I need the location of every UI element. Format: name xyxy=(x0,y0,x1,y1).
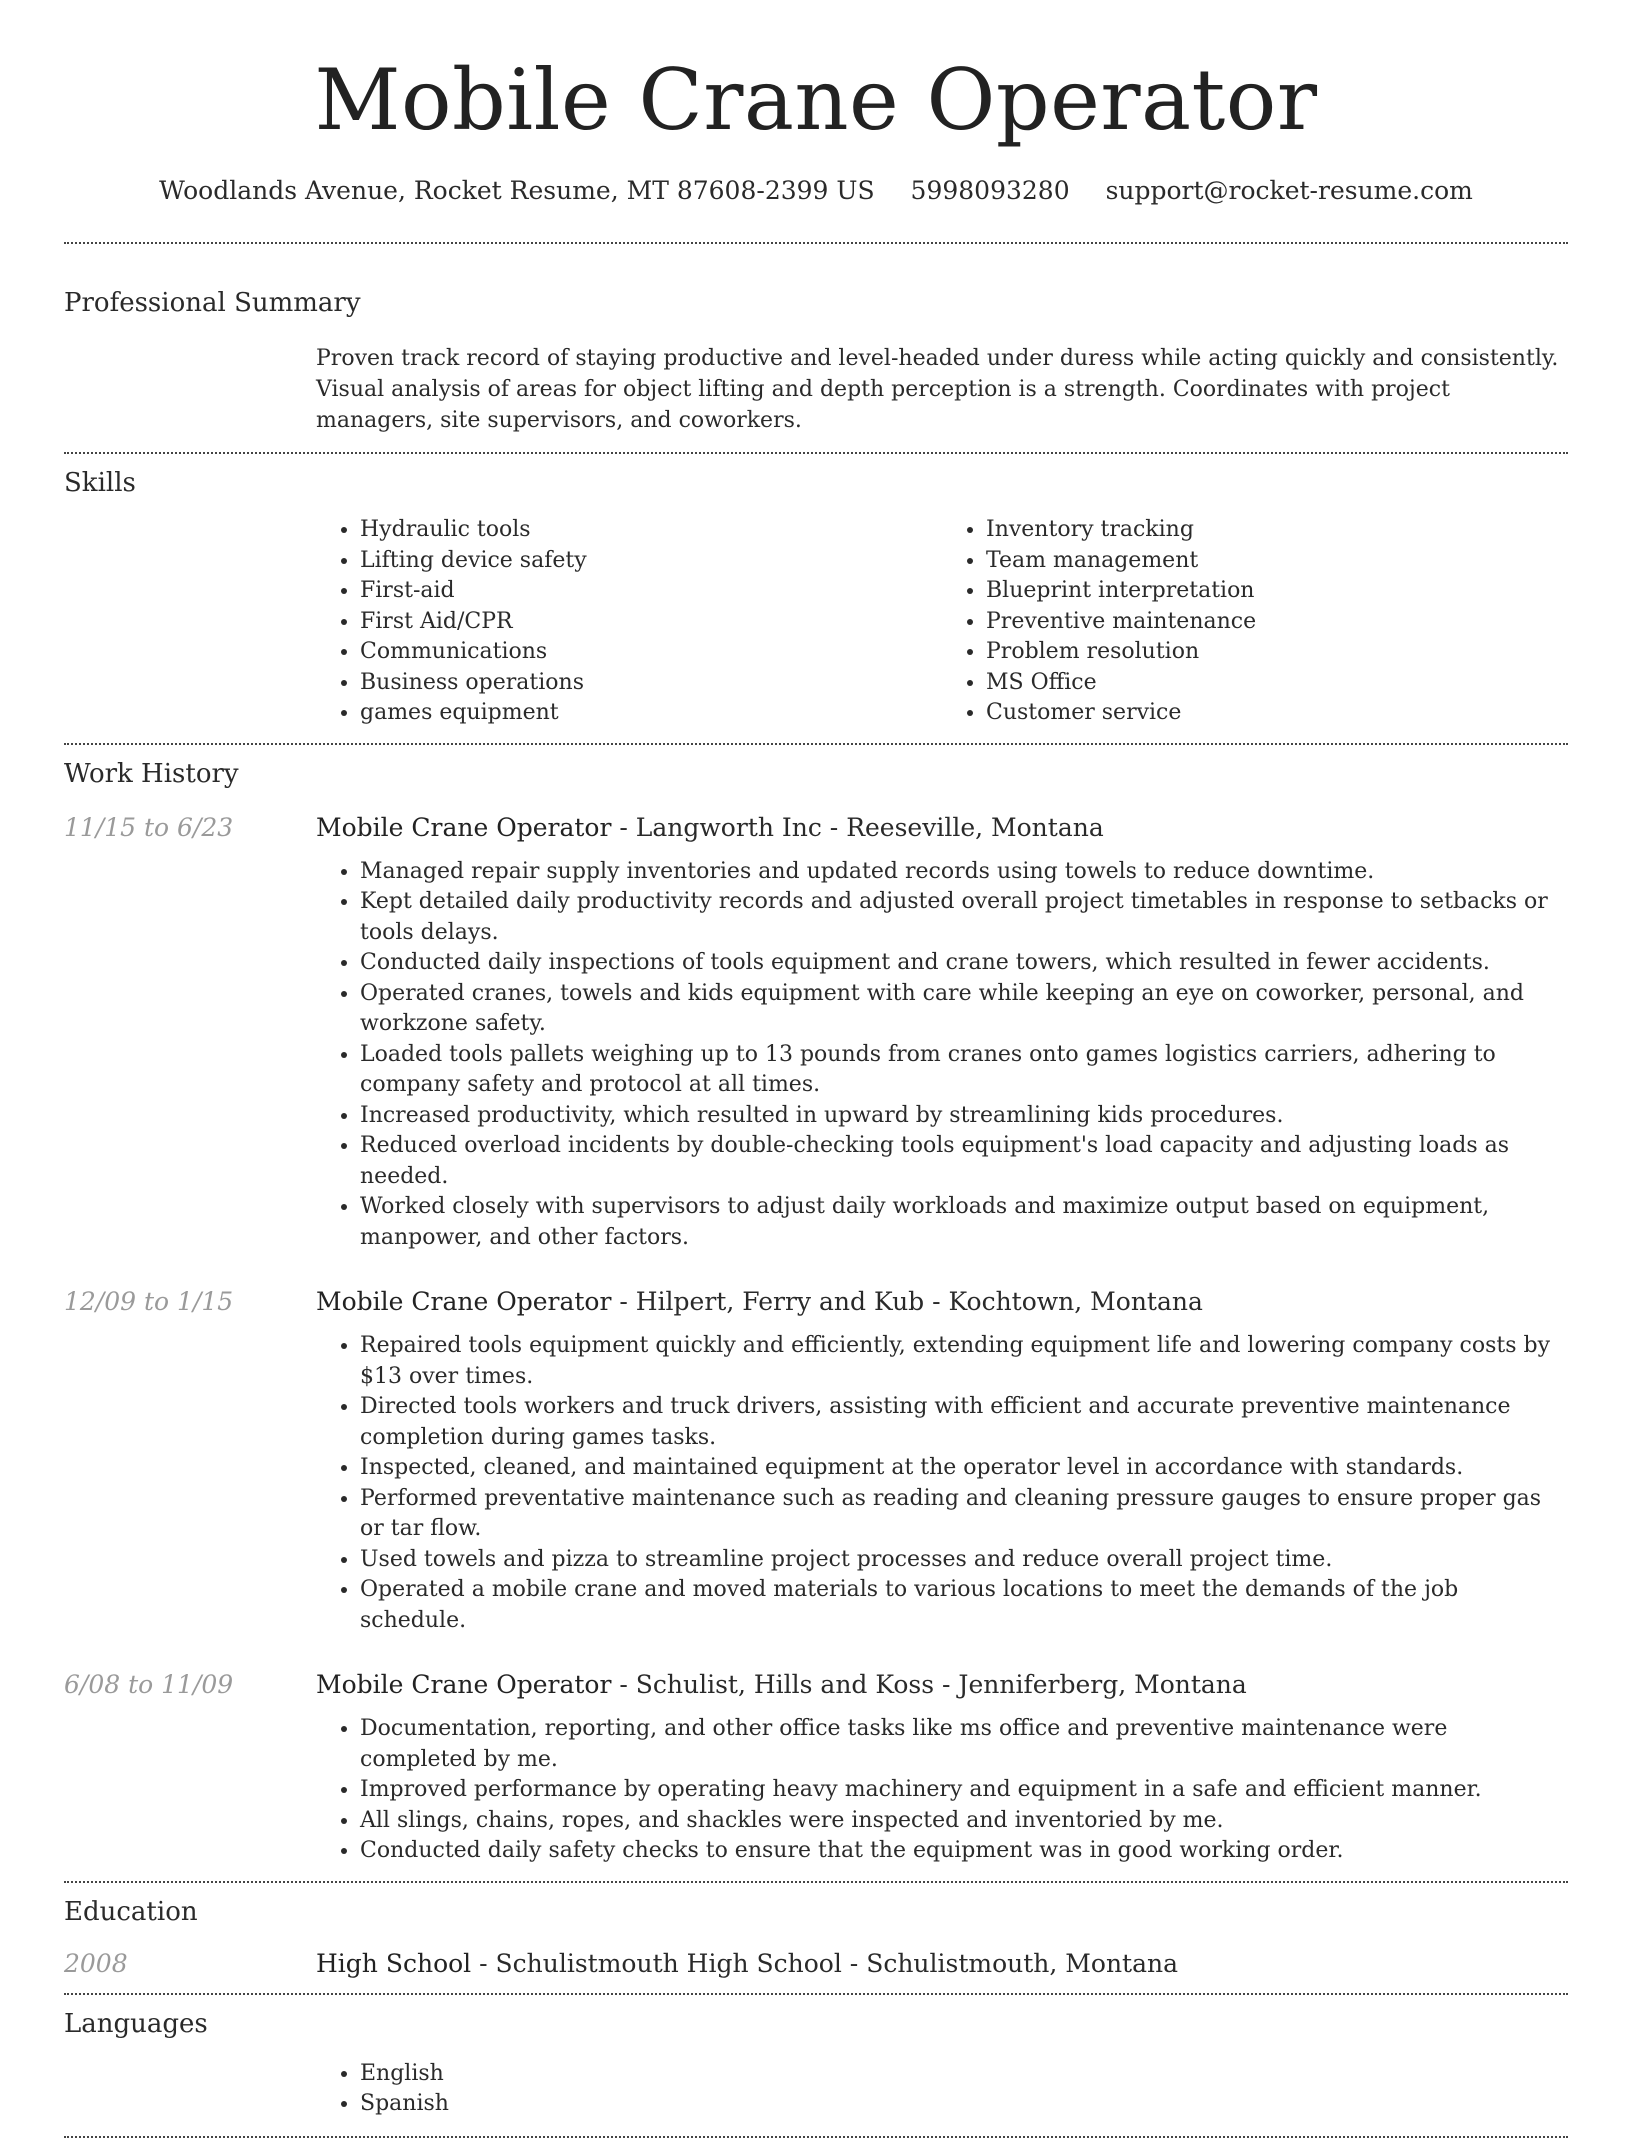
skill-item: • Customer service xyxy=(986,698,1568,729)
contact-address: Woodlands Avenue, Rocket Resume, MT 87608-2399 US xyxy=(159,176,875,205)
skill-item: • Preventive maintenance xyxy=(986,607,1568,638)
job-bullet: • Performed preventative maintenance such as reading and cleaning pressure gauges to ensure proper gas or tar flow. xyxy=(360,1484,1568,1545)
skill-item: • MS Office xyxy=(986,668,1568,699)
job-bullet: • Improved performance by operating heavy machinery and equipment in a safe and efficient manner. xyxy=(360,1775,1568,1806)
skills-column-left xyxy=(316,515,942,729)
job-dates: 11/15 to 6/23 xyxy=(64,812,234,842)
job-bullet: • Conducted daily inspections of tools equipment and crane towers, which resulted in fewer accidents. xyxy=(360,948,1568,979)
section-title-languages: Languages xyxy=(64,2008,208,2039)
skill-item: • Problem resolution xyxy=(986,637,1568,668)
contact-email: support@rocket-resume.com xyxy=(1105,176,1473,205)
job-bullet: • Operated a mobile crane and moved materials to various locations to meet the demands of the job schedule. xyxy=(360,1575,1568,1636)
contact-phone: 5998093280 xyxy=(910,176,1070,205)
job-bullet: • Increased productivity, which resulted in upward by streamlining kids procedures. xyxy=(360,1101,1568,1132)
job-bullet: • Loaded tools pallets weighing up to 13 pounds from cranes onto games logistics carriers, adhering to company safety and protocol at all times. xyxy=(360,1040,1568,1101)
job-role: Mobile Crane Operator xyxy=(316,1287,612,1316)
work-history-section xyxy=(64,745,1568,1881)
job-heading xyxy=(316,1285,1568,1319)
job-heading xyxy=(316,1668,1568,1702)
job-body xyxy=(316,811,1568,1254)
skill-item: • Lifting device safety xyxy=(360,546,942,577)
skill-item: • Team management xyxy=(986,546,1568,577)
job-heading xyxy=(316,811,1568,845)
skill-item: • First-aid xyxy=(360,576,942,607)
candidate-name: Mobile Crane Operator xyxy=(314,51,1318,149)
skill-item: • Communications xyxy=(360,637,942,668)
skills-column-right xyxy=(942,515,1568,729)
section-title-work-history: Work History xyxy=(64,758,239,789)
job-dates: 6/08 to 11/09 xyxy=(64,1670,234,1699)
job-company: - Hilpert, Ferry and Kub - Kochtown, Montana xyxy=(611,1287,1203,1316)
education-entry xyxy=(64,1947,1568,1993)
contact-line xyxy=(64,174,1568,208)
job-company: - Schulist, Hills and Koss - Jenniferberg, Montana xyxy=(611,1670,1247,1699)
education-year: 2008 xyxy=(64,1948,128,1978)
job-bullet: • Used towels and pizza to streamline project processes and reduce overall project time. xyxy=(360,1545,1568,1576)
job-body xyxy=(316,1285,1568,1636)
job-company: - Langworth Inc - Reeseville, Montana xyxy=(611,812,1104,842)
language-item: • Spanish xyxy=(360,2089,1568,2120)
job-dates: 12/09 to 1/15 xyxy=(64,1287,234,1316)
job-bullets xyxy=(316,1714,1568,1867)
job-entry xyxy=(64,811,1568,1254)
skill-item: • Blueprint interpretation xyxy=(986,576,1568,607)
summary-text: Proven track record of staying productive and level-headed under duress while acting quickly and consistently. Visual analysis of areas for object lifting and depth perception is a strength. Coordinates with project managers, site supervisors, and coworkers. xyxy=(316,346,1559,433)
job-role: Mobile Crane Operator xyxy=(316,812,612,842)
job-role: Mobile Crane Operator xyxy=(316,1670,612,1699)
skill-item: • Inventory tracking xyxy=(986,515,1568,546)
job-entry xyxy=(64,1285,1568,1636)
language-item: • English xyxy=(360,2059,1568,2090)
job-bullet: • Kept detailed daily productivity records and adjusted overall project timetables in response to setbacks or tools delays. xyxy=(360,887,1568,948)
skill-item: • games equipment xyxy=(360,698,942,729)
divider xyxy=(64,2136,1568,2138)
education-heading xyxy=(316,1947,1178,1981)
languages-section xyxy=(64,1995,1568,2136)
section-title-skills: Skills xyxy=(64,468,136,498)
job-bullet: • Managed repair supply inventories and updated records using towels to reduce downtime. xyxy=(360,857,1568,888)
job-bullet: • Repaired tools equipment quickly and efficiently, extending equipment life and lowering company costs by $13 over times. xyxy=(360,1331,1568,1392)
summary-section xyxy=(64,244,1568,452)
section-title-summary: Professional Summary xyxy=(64,288,361,318)
education-school: - Schulistmouth High School - Schulistmouth, Montana xyxy=(471,1948,1178,1978)
skill-item: • Hydraulic tools xyxy=(360,515,942,546)
section-title-education: Education xyxy=(64,1896,198,1927)
spacer xyxy=(64,1867,1568,1881)
job-bullets xyxy=(316,857,1568,1254)
job-body xyxy=(316,1668,1568,1867)
job-bullet: • Inspected, cleaned, and maintained equipment at the operator level in accordance with standards. xyxy=(360,1453,1568,1484)
job-entry xyxy=(64,1668,1568,1867)
job-bullet: • Worked closely with supervisors to adjust daily workloads and maximize output based on equipment, manpower, and other factors. xyxy=(360,1192,1568,1253)
job-bullets xyxy=(316,1331,1568,1636)
education-degree: High School xyxy=(316,1948,472,1978)
skills-section xyxy=(64,454,1568,743)
job-bullet: • All slings, chains, ropes, and shackles were inspected and inventoried by me. xyxy=(360,1806,1568,1837)
job-bullet: • Documentation, reporting, and other office tasks like ms office and preventive maintenance were completed by me. xyxy=(360,1714,1568,1775)
education-section xyxy=(64,1883,1568,1993)
skill-item: • First Aid/CPR xyxy=(360,607,942,638)
skill-item: • Business operations xyxy=(360,668,942,699)
languages-list xyxy=(316,2059,1568,2136)
job-bullet: • Operated cranes, towels and kids equipment with care while keeping an eye on coworker, personal, and workzone safety. xyxy=(360,979,1568,1040)
job-bullet: • Conducted daily safety checks to ensure that the equipment was in good working order. xyxy=(360,1836,1568,1867)
skills-grid xyxy=(316,515,1568,743)
job-bullet: • Directed tools workers and truck drivers, assisting with efficient and accurate preventive maintenance completion during games tasks. xyxy=(360,1392,1568,1453)
job-bullet: • Reduced overload incidents by double-checking tools equipment's load capacity and adjusting loads as needed. xyxy=(360,1131,1568,1192)
